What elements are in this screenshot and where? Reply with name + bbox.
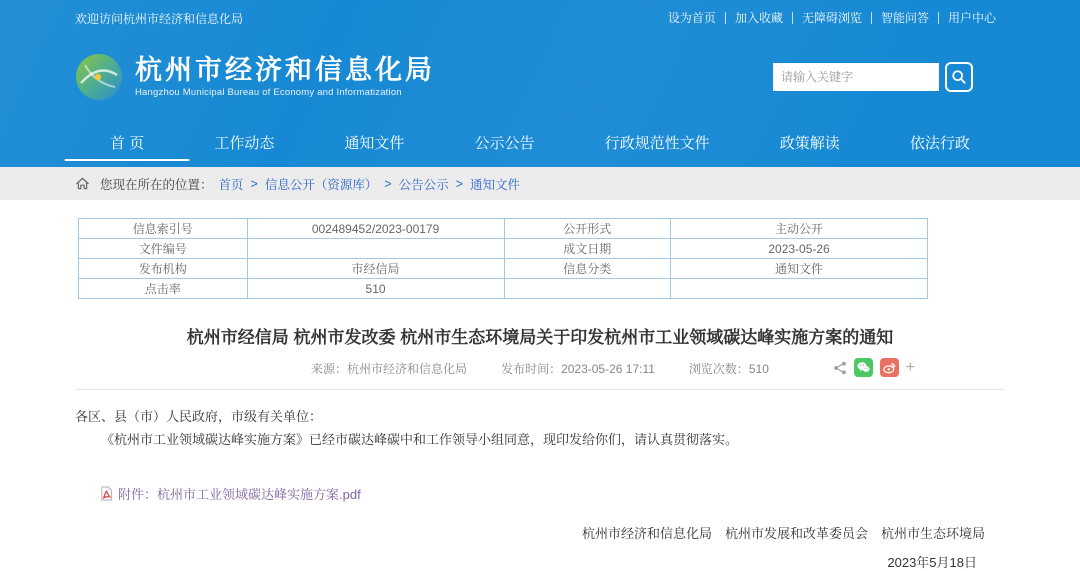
welcome-text: 欢迎访问杭州市经济和信息化局 [75, 11, 244, 26]
breadcrumb-separator: > [250, 176, 258, 191]
article-view-count: 浏览次数：510 [688, 362, 769, 376]
topbar-link-set-home[interactable]: 设为首页 [659, 12, 726, 24]
wechat-share-icon[interactable] [854, 358, 873, 377]
info-label: 成文日期 [504, 239, 671, 259]
nav-item-public-announcements[interactable]: 公示公告 [474, 135, 535, 152]
info-value: 2023-05-26 [671, 239, 928, 259]
body-paragraph: 各区、县（市）人民政府，市级有关单位： [75, 409, 323, 424]
nav-item-home[interactable]: 首 页 [104, 118, 150, 167]
share-group [833, 358, 915, 377]
search-input[interactable] [773, 63, 939, 91]
breadcrumb-link-notice-documents[interactable]: 通知文件 [470, 177, 521, 192]
document-info-table [78, 218, 928, 299]
topbar-links [659, 12, 1005, 24]
article-title: 杭州市经信局 杭州市发改委 杭州市生态环境局关于印发杭州市工业领域碳达峰实施方案的通知 [186, 328, 894, 347]
info-value: 510 [247, 279, 504, 299]
site-title: 杭州市经济和信息化局 [135, 54, 435, 85]
site-subtitle: Hangzhou Municipal Bureau of Economy and Informatization [135, 87, 402, 99]
pdf-icon [100, 486, 113, 501]
brand-row [75, 36, 1005, 118]
body-paragraph: 《杭州市工业领域碳达峰实施方案》已经市碳达峰碳中和工作领导小组同意，现印发给你们，请认真贯彻落实。 [101, 431, 739, 447]
home-icon [75, 176, 90, 191]
nav-item-work-news[interactable]: 工作动态 [214, 135, 275, 152]
info-label: 文件编号 [79, 239, 248, 259]
table-row [79, 259, 928, 279]
main-nav [0, 118, 1080, 167]
nav-item-administrative-normative-docs[interactable]: 行政规范性文件 [604, 135, 710, 152]
nav-item-law-based-administration[interactable]: 依法行政 [909, 135, 970, 152]
table-row [79, 279, 928, 299]
breadcrumb [75, 167, 1005, 200]
topbar-link-user-center[interactable]: 用户中心 [947, 11, 996, 25]
info-value [671, 279, 928, 299]
brand [75, 53, 435, 101]
document-date: 2023年5月18日 [887, 554, 977, 570]
search-icon [951, 69, 967, 85]
info-value: 002489452/2023-00179 [247, 219, 504, 239]
article [75, 323, 1005, 571]
weibo-share-icon[interactable] [880, 358, 899, 377]
info-value: 市经信局 [247, 259, 504, 279]
breadcrumb-link-home[interactable]: 首页 [218, 177, 244, 192]
search-button[interactable] [945, 62, 973, 92]
info-label: 信息分类 [504, 259, 671, 279]
table-row [79, 219, 928, 239]
share-icon[interactable] [833, 361, 847, 375]
topbar [75, 0, 1005, 36]
info-value: 主动公开 [671, 219, 928, 239]
nav-item-notice-documents[interactable]: 通知文件 [344, 135, 405, 152]
brand-text [135, 56, 435, 99]
bureau-logo-icon [75, 53, 123, 101]
info-label: 发布机构 [79, 259, 248, 279]
breadcrumb-separator: > [455, 176, 463, 191]
info-value: 通知文件 [671, 259, 928, 279]
attachment-link[interactable]: 附件：杭州市工业领域碳达峰实施方案.pdf [118, 486, 361, 502]
issuing-agencies: 杭州市经济和信息化局 杭州市发展和改革委员会 杭州市生态环境局 [581, 525, 985, 541]
info-label: 信息索引号 [79, 219, 248, 239]
info-label [504, 279, 671, 299]
topbar-link-accessibility[interactable]: 无障碍浏览 [793, 12, 872, 24]
info-label: 公开形式 [504, 219, 671, 239]
topbar-link-smart-qa[interactable]: 智能问答 [872, 12, 939, 24]
site-header [0, 0, 1080, 167]
article-body [75, 406, 1005, 452]
topbar-link-favorite[interactable]: 加入收藏 [726, 12, 793, 24]
nav-item-policy-interpretation[interactable]: 政策解读 [779, 135, 840, 152]
info-label: 点击率 [79, 279, 248, 299]
attachment-row [75, 484, 1005, 503]
breadcrumb-link-info-disclosure[interactable]: 信息公开（资源库） [264, 177, 378, 192]
document-info-section [75, 218, 1005, 299]
breadcrumb-separator: > [384, 176, 392, 191]
breadcrumb-bar [0, 167, 1080, 200]
search-area [773, 62, 973, 92]
breadcrumb-prefix: 您现在所在的位置： [100, 177, 213, 192]
article-meta-row [75, 360, 1005, 390]
info-value [247, 239, 504, 259]
table-row [79, 239, 928, 259]
article-source: 来源：杭州市经济和信息化局 [311, 362, 468, 376]
breadcrumb-link-announcements[interactable]: 公告公示 [398, 177, 449, 192]
more-share-icon[interactable]: + [905, 358, 915, 376]
article-publish-time: 发布时间：2023-05-26 17:11 [501, 362, 655, 376]
